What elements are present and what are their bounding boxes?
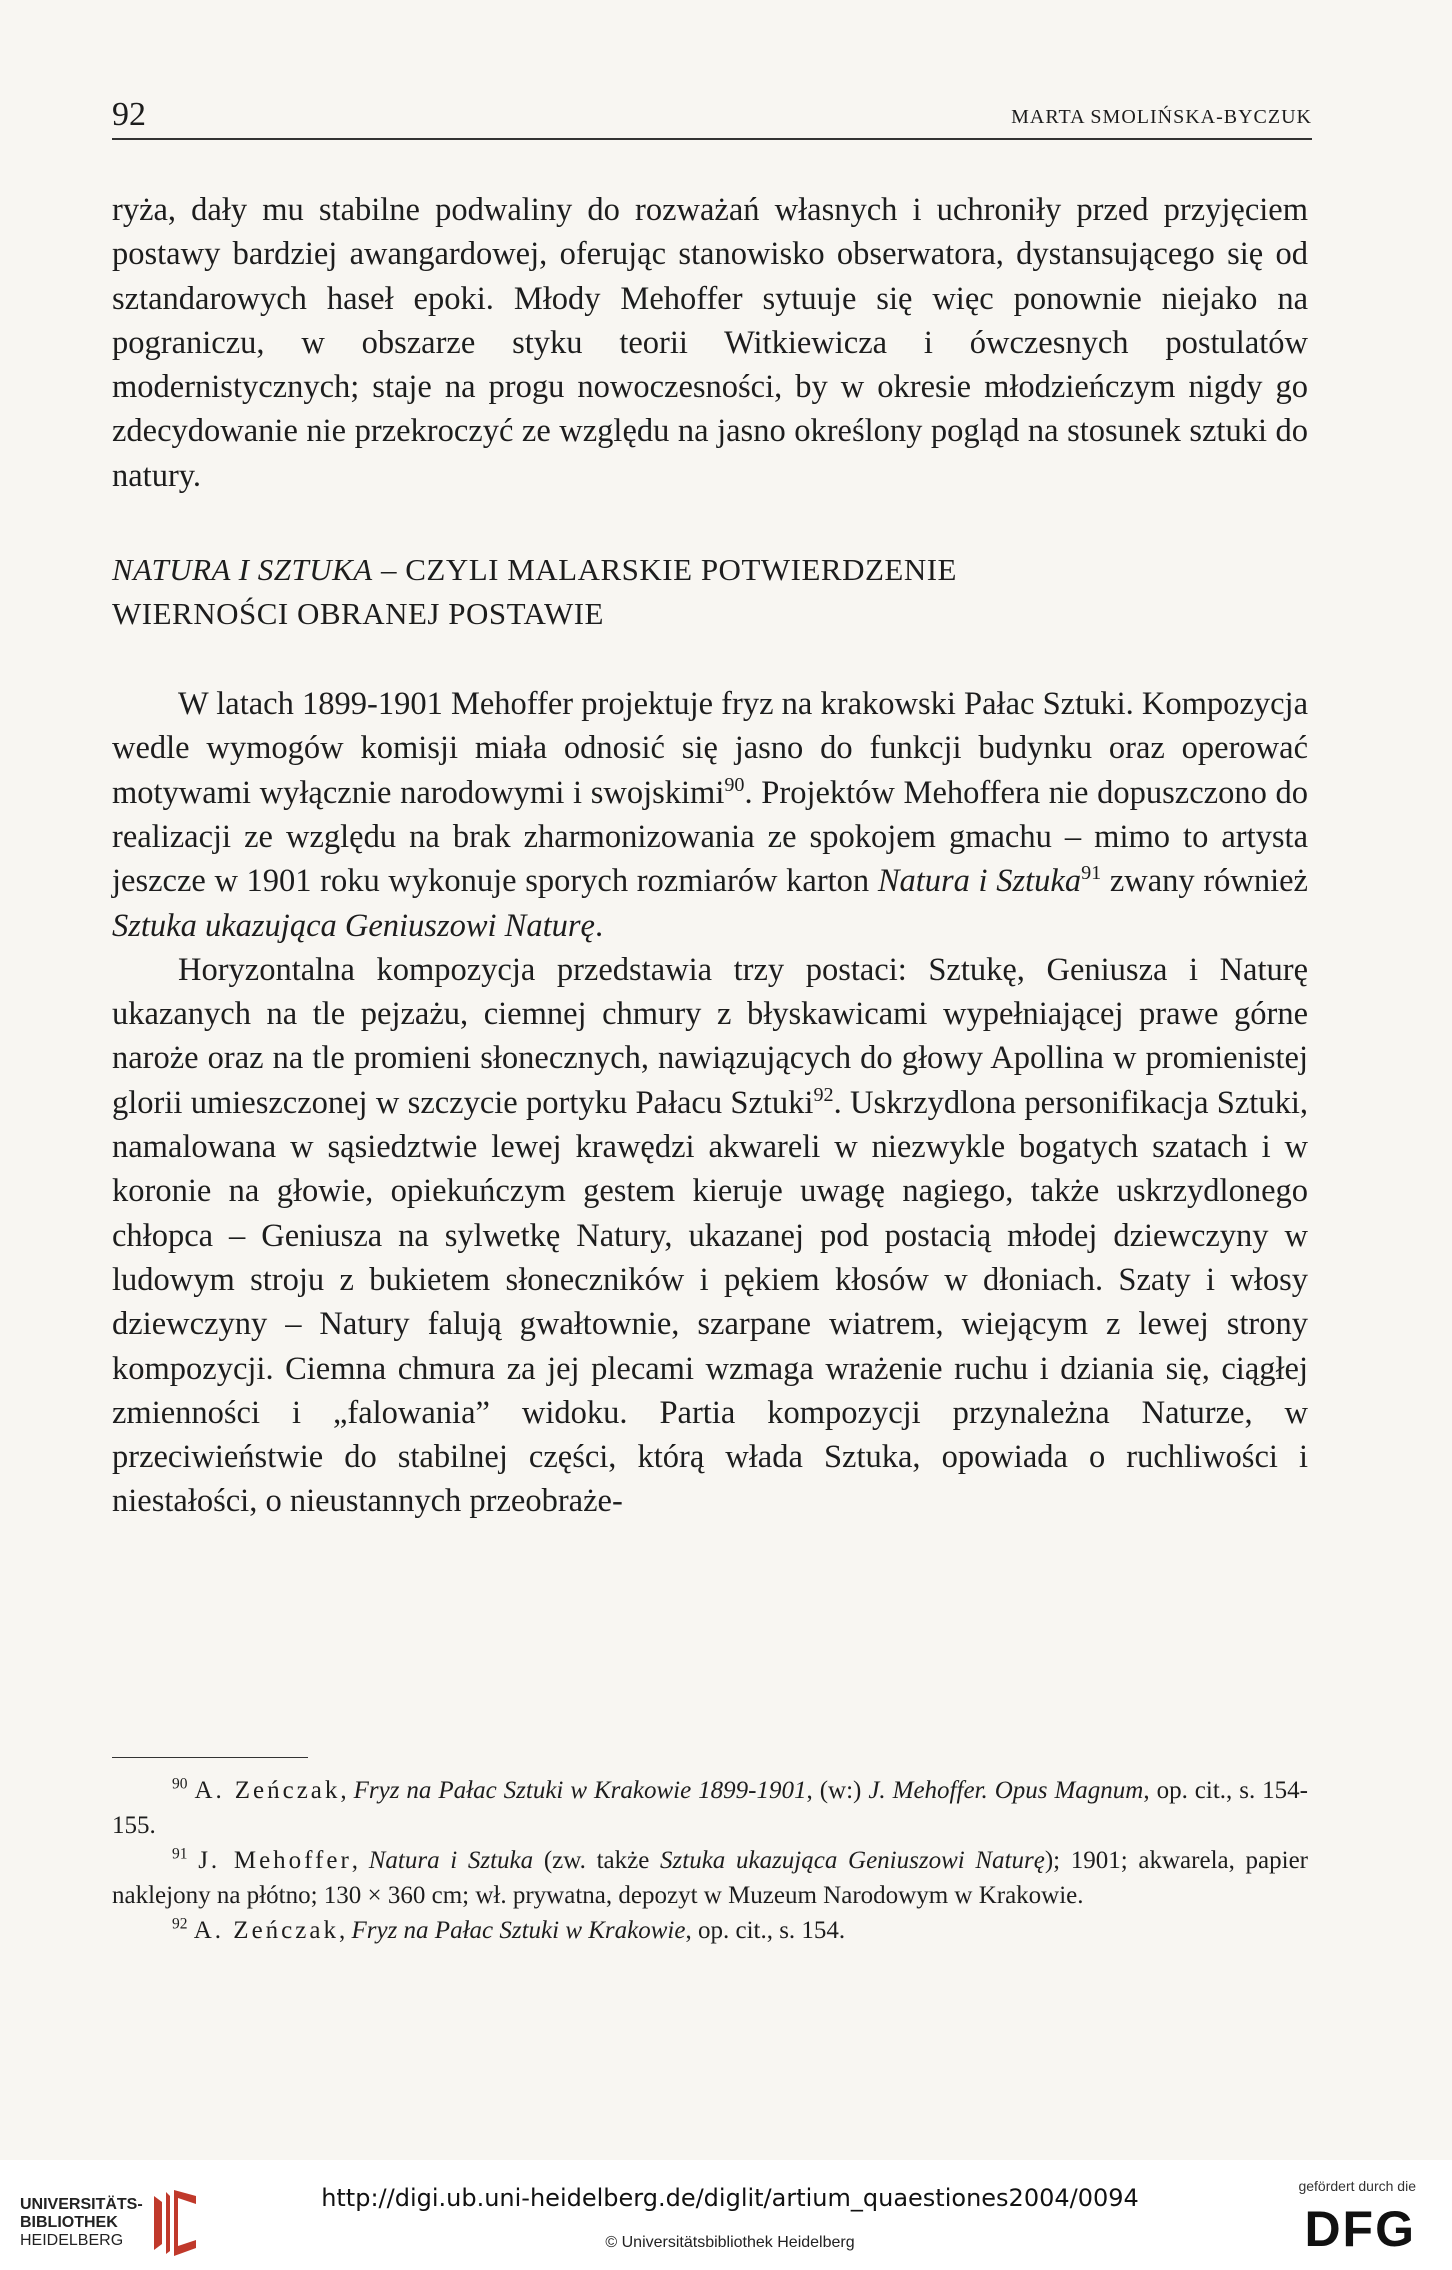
source-url[interactable]: http://digi.ub.uni-heidelberg.de/diglit/artium_quaestiones2004/0094 (321, 2184, 1139, 2212)
copyright-notice: © Universitätsbibliothek Heidelberg (605, 2234, 855, 2251)
footnote-92: $^{92}$ A. Zeńczak, Fryz na Pałac Sztuki w Krakowie, op. cit., s. 154. (172, 1915, 846, 1944)
footnote-divider (112, 1757, 308, 1758)
footnote-ref-92[interactable]: 92 (813, 1083, 834, 1106)
running-head: MARTA SMOLIŃSKA-BYCZUK (1011, 106, 1312, 128)
artwork-alt-title: Sztuka ukazująca Geniuszowi Naturę (112, 907, 595, 944)
library-logo-icon (148, 2188, 202, 2258)
page-header (112, 92, 1312, 140)
page-number: 92 (112, 96, 146, 133)
paragraph-1: ryża, dały mu stabilne podwaliny do rozważań własnych i uchroniły przed przyjęciem postawy bardziej awangardowej, oferując stanowisko obserwatora, dystansującego się od sztandarowych haseł epoki. Młody Mehoffer sytuuje się więc ponownie niejako na pograniczu, w obszarze styku teorii Witkiewicza i ówczesnych postulatów modernistycznych; staje na progu nowoczesności, by w okresie młodzieńczym nigdy go zdecydowanie nie przekroczyć ze względu na jasno określony pogląd na stosunek sztuki do natury. (112, 192, 1308, 494)
main-text (112, 188, 1308, 1524)
footnote-ref-90[interactable]: 90 (724, 773, 745, 796)
footnotes (112, 1773, 1308, 1948)
dfg-logo: DFG (1304, 2201, 1416, 2257)
footnote-ref-91[interactable]: 91 (1081, 862, 1102, 885)
artwork-title: Natura i Sztuka (877, 863, 1082, 900)
funding-note: gefördert durch die (1298, 2178, 1416, 2194)
section-heading: NATURA I SZTUKA – CZYLI MALARSKIE POTWIERDZENIE WIERNOŚCI OBRANEJ POSTAWIE (112, 552, 957, 632)
footnote-91: $^{91}$ J. Mehoffer, Natura i Sztuka (zw. także Sztuka ukazująca Geniuszowi Naturę); 1901; akwarela, papier naklejony na płótno; 130 × 360 cm; wł. prywatna, depozyt w Muzeum Narodowym w Krakowie. (112, 1845, 1309, 1909)
paragraph-2: W latach 1899-1901 Mehoffer projektuje fryz na krakowski Pałac Sztuki. Kompozycja wedle wymogów komisji miała odnosić się jasno do funkcji budynku oraz operować motywami wyłącznie narodowymi i swojskimi$^{90}$. Projektów Mehoffera nie dopuszczono do realizacji ze względu na brak zharmonizowania ze spokojem gmachu – mimo to artysta jeszcze w 1901 roku wykonuje sporych rozmiarów karton Natura i Sztuka$^{91}$ zwany również Sztuka ukazująca Geniuszowi Naturę. (112, 686, 1308, 944)
library-name: UNIVERSITÄTS- BIBLIOTHEK HEIDELBERG (20, 2196, 143, 2249)
digitization-footer (0, 2160, 1452, 2270)
paragraph-3: Horyzontalna kompozycja przedstawia trzy postaci: Sztukę, Geniusza i Naturę ukazanych na tle pejzażu, ciemnej chmury z błyskawicami wypełniającej prawe górne naroże oraz na tle promieni słonecznych, nawiązujących do głowy Apollina w promienistej glorii umieszczonej w szczycie portyku Pałacu Sztuki$^{92}$. Uskrzydlona personifikacja Sztuki, namalowana w sąsiedztwie lewej krawędzi akwareli w niezwykle bogatych szatach i w koronie na głowie, opiekuńczym gestem kieruje uwagę nagiego, także uskrzydlonego chłopca – Geniusza na sylwetkę Natury, ukazanej pod postacią młodej dziewczyny w ludowym stroju z bukietem słoneczników i pękiem kłosów w dłoniach. Szaty i włosy dziewczyny – Natury falują gwałtownie, szarpane wiatrem, wiejącym z lewej strony kompozycji. Ciemna chmura za jej plecami wzmaga wrażenie ruchu i dziania się, ciągłej zmienności i „falowania” widoku. Partia kompozycji przynależna Naturze, w przeciwieństwie do stabilnej części, którą włada Sztuka, opowiada o ruchliwości i niestałości, o nieustannych przeobraże- (112, 951, 1308, 1520)
footnote-90: $^{90}$ A. Zeńczak, Fryz na Pałac Sztuki w Krakowie 1899-1901, (w:) J. Mehoffer. Opus Magnum, op. cit., s. 154-155. (112, 1775, 1309, 1839)
